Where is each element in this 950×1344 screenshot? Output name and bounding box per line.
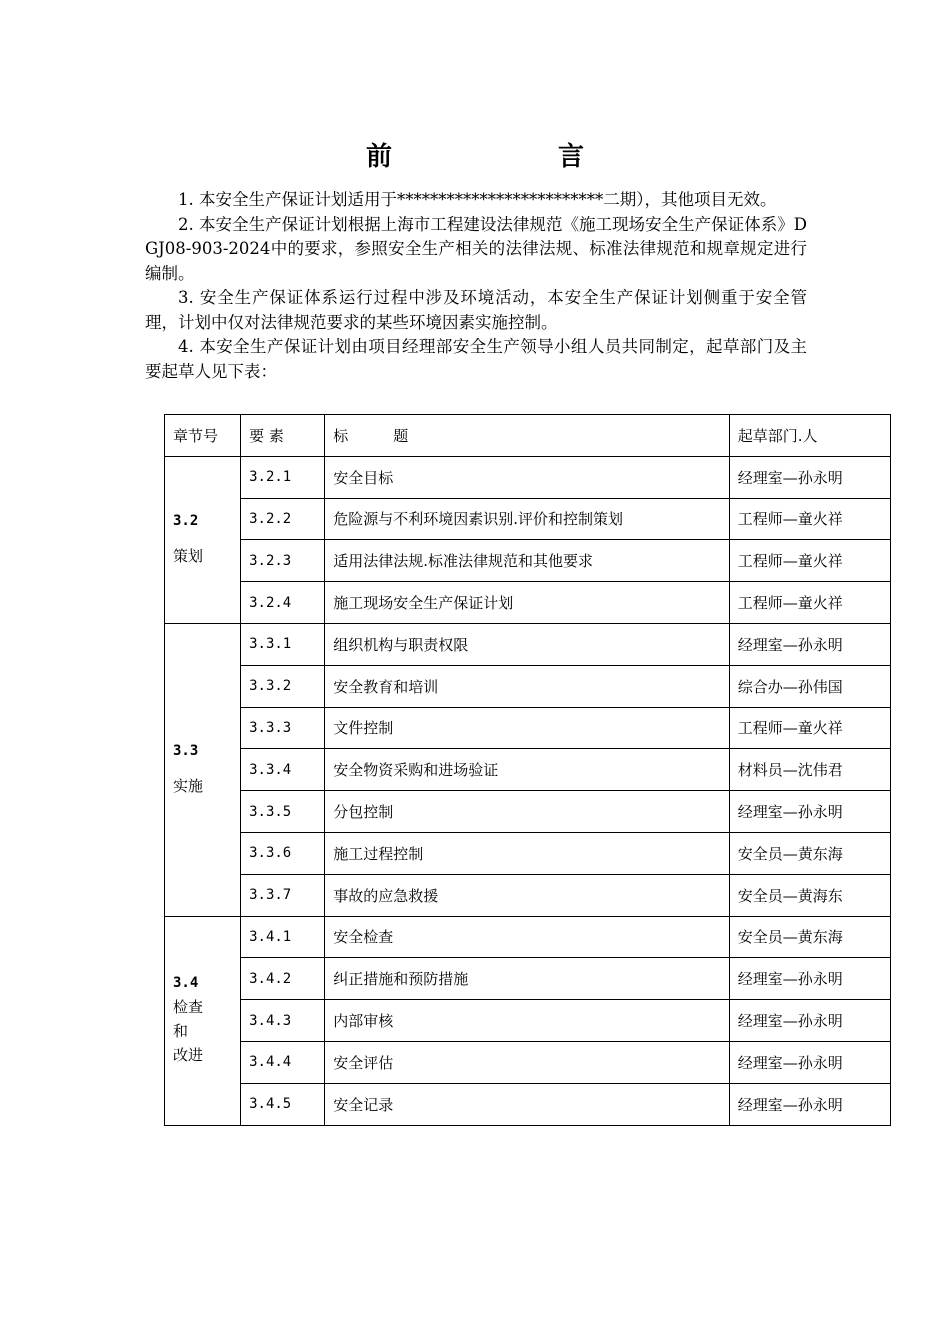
table-row <box>165 456 891 498</box>
chapter-name <box>173 995 232 1067</box>
element-title: 安全物资采购和进场验证 <box>325 749 730 791</box>
element-drafter: 经理室—孙永明 <box>729 456 890 498</box>
element-title: 安全检查 <box>325 916 730 958</box>
page-title: 前 言 <box>365 142 622 172</box>
element-title: 安全目标 <box>325 456 730 498</box>
element-title: 内部审核 <box>325 1000 730 1042</box>
element-drafter: 经理室—孙永明 <box>729 1000 890 1042</box>
element-title: 组织机构与职责权限 <box>325 623 730 665</box>
table-row <box>165 498 891 540</box>
element-title: 事故的应急救援 <box>325 874 730 916</box>
element-drafter: 安全员—黄东海 <box>729 916 890 958</box>
element-code: 3.2.4 <box>241 582 325 624</box>
element-code: 3.4.4 <box>241 1041 325 1083</box>
element-code: 3.4.3 <box>241 1000 325 1042</box>
table-row <box>165 832 891 874</box>
table-row <box>165 916 891 958</box>
chapter-name-line: 和 <box>173 1021 189 1040</box>
table-row <box>165 707 891 749</box>
element-code: 3.3.4 <box>241 749 325 791</box>
element-drafter: 综合办—孙伟国 <box>729 665 890 707</box>
header-title: 标 题 <box>325 415 730 457</box>
paragraph-2: 2. 本安全生产保证计划根据上海市工程建设法律规范《施工现场安全生产保证体系》DGJ08-903-2024中的要求，参照安全生产相关的法律法规、标准法律规范和规章规定进行编制。 <box>145 214 807 283</box>
element-drafter: 安全员—黄东海 <box>729 832 890 874</box>
element-drafter: 工程师—童火祥 <box>729 498 890 540</box>
element-drafter: 材料员—沈伟君 <box>729 749 890 791</box>
element-drafter: 经理室—孙永明 <box>729 958 890 1000</box>
table-row <box>165 1041 891 1083</box>
element-drafter: 经理室—孙永明 <box>729 1041 890 1083</box>
element-drafter: 安全员—黄海东 <box>729 874 890 916</box>
element-title: 施工现场安全生产保证计划 <box>325 582 730 624</box>
element-code: 3.3.7 <box>241 874 325 916</box>
table-row <box>165 874 891 916</box>
element-code: 3.3.5 <box>241 791 325 833</box>
element-code: 3.3.2 <box>241 665 325 707</box>
element-code: 3.2.2 <box>241 498 325 540</box>
element-code: 3.3.3 <box>241 707 325 749</box>
chapter-cell-3-2 <box>165 456 241 623</box>
chapter-cell-3-4 <box>165 916 241 1125</box>
element-title: 危险源与不利环境因素识别.评价和控制策划 <box>325 498 730 540</box>
element-code: 3.3.6 <box>241 832 325 874</box>
paragraph-1: 1. 本安全生产保证计划适用于*************************二期），其他项目无效。 <box>178 190 777 209</box>
element-drafter: 工程师—童火祥 <box>729 707 890 749</box>
element-drafter: 经理室—孙永明 <box>729 623 890 665</box>
element-title: 安全评估 <box>325 1041 730 1083</box>
chapter-cell-3-3 <box>165 623 241 916</box>
paragraph-3: 3. 安全生产保证体系运行过程中涉及环境活动，本安全生产保证计划侧重于安全管理，计划中仅对法律规范要求的某些环境因素实施控制。 <box>145 288 807 332</box>
element-title: 纠正措施和预防措施 <box>325 958 730 1000</box>
chapter-name-line: 检查 <box>173 997 204 1016</box>
element-title: 安全教育和培训 <box>325 665 730 707</box>
chapter-name-line: 改进 <box>173 1045 204 1064</box>
element-title: 分包控制 <box>325 791 730 833</box>
table-header-row <box>165 415 891 457</box>
drafters-table <box>164 414 891 1126</box>
element-title: 文件控制 <box>325 707 730 749</box>
table-row <box>165 665 891 707</box>
table-row <box>165 582 891 624</box>
element-code: 3.3.1 <box>241 623 325 665</box>
header-chapter: 章节号 <box>165 415 241 457</box>
header-element: 要 素 <box>241 415 325 457</box>
table-row <box>165 1083 891 1125</box>
table-row <box>165 958 891 1000</box>
element-code: 3.4.2 <box>241 958 325 1000</box>
chapter-number: 3.3 <box>173 743 199 760</box>
table-row <box>165 623 891 665</box>
element-drafter: 经理室—孙永明 <box>729 1083 890 1125</box>
table-row <box>165 749 891 791</box>
chapter-number: 3.2 <box>173 513 199 530</box>
element-title: 适用法律法规.标准法律规范和其他要求 <box>325 540 730 582</box>
element-drafter: 经理室—孙永明 <box>729 791 890 833</box>
preface-body <box>145 188 807 384</box>
chapter-name: 策划 <box>173 547 204 566</box>
table-row <box>165 540 891 582</box>
element-code: 3.4.1 <box>241 916 325 958</box>
element-title: 安全记录 <box>325 1083 730 1125</box>
header-drafter: 起草部门.人 <box>729 415 890 457</box>
chapter-name: 实施 <box>173 777 204 796</box>
table-row <box>165 1000 891 1042</box>
element-code: 3.2.3 <box>241 540 325 582</box>
element-title: 施工过程控制 <box>325 832 730 874</box>
element-drafter: 工程师—童火祥 <box>729 582 890 624</box>
element-code: 3.4.5 <box>241 1083 325 1125</box>
table-row <box>165 791 891 833</box>
chapter-number: 3.4 <box>173 974 199 991</box>
element-code: 3.2.1 <box>241 456 325 498</box>
element-drafter: 工程师—童火祥 <box>729 540 890 582</box>
paragraph-4: 4. 本安全生产保证计划由项目经理部安全生产领导小组人员共同制定，起草部门及主要起草人见下表： <box>145 337 807 381</box>
